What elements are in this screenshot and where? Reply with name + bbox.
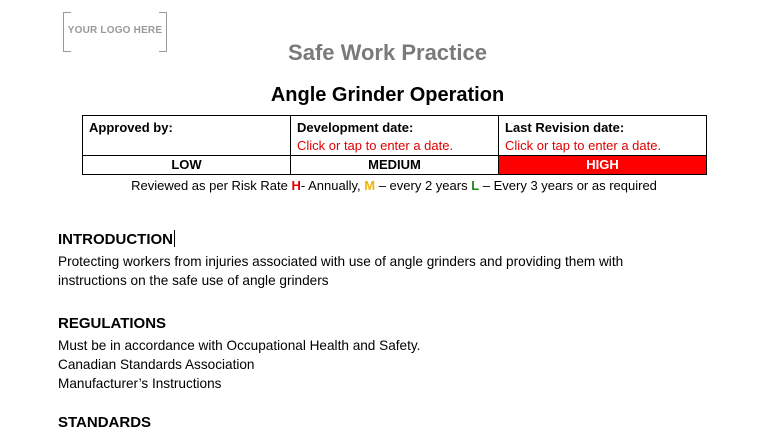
regulations-heading[interactable]: REGULATIONS: [58, 315, 167, 332]
risk-level-low[interactable]: LOW: [83, 156, 291, 175]
document-title: Safe Work Practice: [288, 40, 487, 65]
development-date-label: Development date:: [297, 120, 414, 135]
introduction-heading-text: INTRODUCTION: [58, 231, 173, 248]
document-subtitle: Angle Grinder Operation: [270, 84, 505, 106]
review-note-low-letter: L: [471, 178, 480, 193]
approved-by-cell[interactable]: [83, 116, 291, 156]
last-revision-date-label: Last Revision date:: [505, 120, 625, 135]
logo-text: YOUR LOGO HERE: [67, 25, 163, 36]
review-note-high-text: - Annually,: [300, 178, 365, 193]
text-cursor: [174, 230, 175, 247]
review-note-low-text: – Every 3 years or as required: [479, 178, 657, 193]
regulations-line: Manufacturer’s Instructions: [58, 376, 222, 391]
review-note-prefix: Reviewed as per Risk Rate: [131, 178, 292, 193]
approved-by-label: Approved by:: [89, 120, 173, 135]
development-date-cell[interactable]: [291, 116, 499, 156]
risk-level-medium[interactable]: MEDIUM: [291, 156, 499, 175]
review-note-high-letter: H: [291, 178, 301, 193]
review-note: [0, 178, 775, 193]
introduction-body[interactable]: [58, 252, 623, 290]
regulations-line: Must be in accordance with Occupational Health and Safety.: [58, 338, 421, 353]
introduction-line: instructions on the safe use of angle grinders: [58, 273, 329, 288]
risk-level-high[interactable]: HIGH: [499, 156, 707, 175]
introduction-line: Protecting workers from injuries associated with use of angle grinders and providing them with: [58, 254, 624, 269]
regulations-line: Canadian Standards Association: [58, 357, 255, 372]
review-note-medium-text: – every 2 years: [375, 178, 472, 193]
last-revision-date-cell[interactable]: [499, 116, 707, 156]
development-date-picker[interactable]: Click or tap to enter a date.: [297, 138, 454, 153]
standards-heading[interactable]: STANDARDS: [58, 414, 152, 431]
approval-header-row: [83, 116, 707, 156]
review-note-medium-letter: M: [364, 178, 376, 193]
regulations-body[interactable]: [58, 336, 420, 393]
risk-level-row: [83, 156, 707, 175]
last-revision-date-picker[interactable]: Click or tap to enter a date.: [505, 138, 662, 153]
introduction-heading[interactable]: [58, 230, 175, 248]
approval-table: [82, 115, 707, 175]
